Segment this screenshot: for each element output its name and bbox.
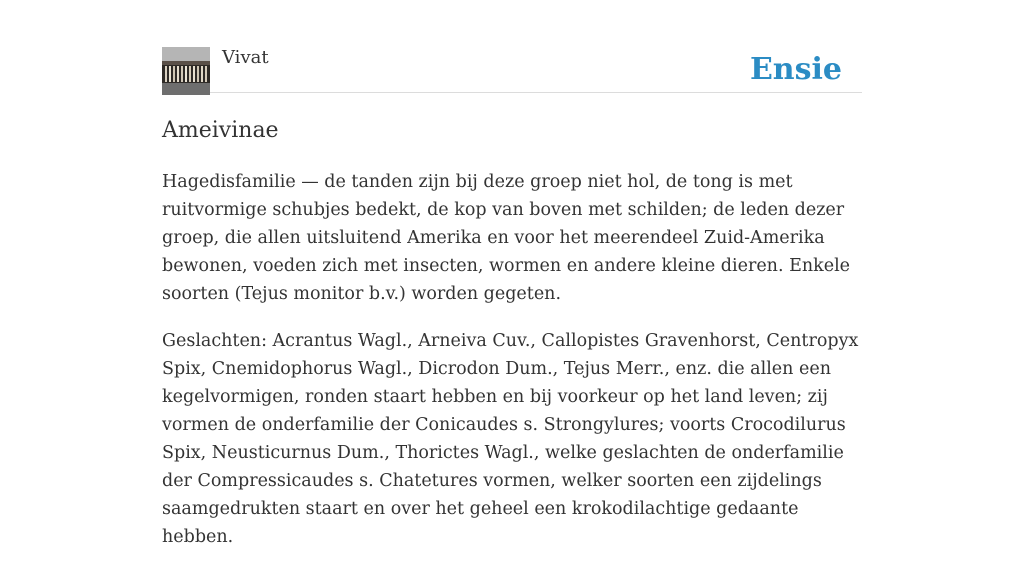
publisher-name[interactable]: Vivat	[222, 47, 269, 68]
header	[162, 46, 862, 93]
page-title: Ameivinae	[162, 118, 279, 143]
ensie-logo[interactable]: Ensie	[749, 52, 842, 87]
paragraph: Hagedisfamilie — de tanden zijn bij deze groep niet hol, de tong is met ruitvormige schubjes bedekt, de kop van boven met schilden; de leden dezer groep, die allen uitsluitend Amerika en voor het meerendeel Zuid-Amerika bewonen, voeden zich met insecten, wormen en andere kleine dieren. Enkele soorten (Tejus monitor b.v.) worden gegeten.	[162, 172, 851, 304]
paragraph: Geslachten: Acrantus Wagl., Arneiva Cuv., Callopistes Gravenhorst, Centropyx Spix, Cnemidophorus Wagl., Dicrodon Dum., Tejus Merr., enz. die allen een kegelvormigen, ronden staart hebben en bij voorkeur op het land leven; zij vormen de onderfamilie der Conicaudes s. Strongylures; voorts Crocodilurus Spix, Neusticurnus Dum., Thorictes Wagl., welke geslachten de onderfamilie der Compressicaudes s. Chatetures vormen, welker soorten een zijdelings saamgedrukten staart en over het geheel een krokodilachtige gedaante hebben.	[162, 331, 859, 547]
article-body	[162, 168, 862, 570]
bookshelf-avatar-icon[interactable]	[162, 47, 210, 95]
